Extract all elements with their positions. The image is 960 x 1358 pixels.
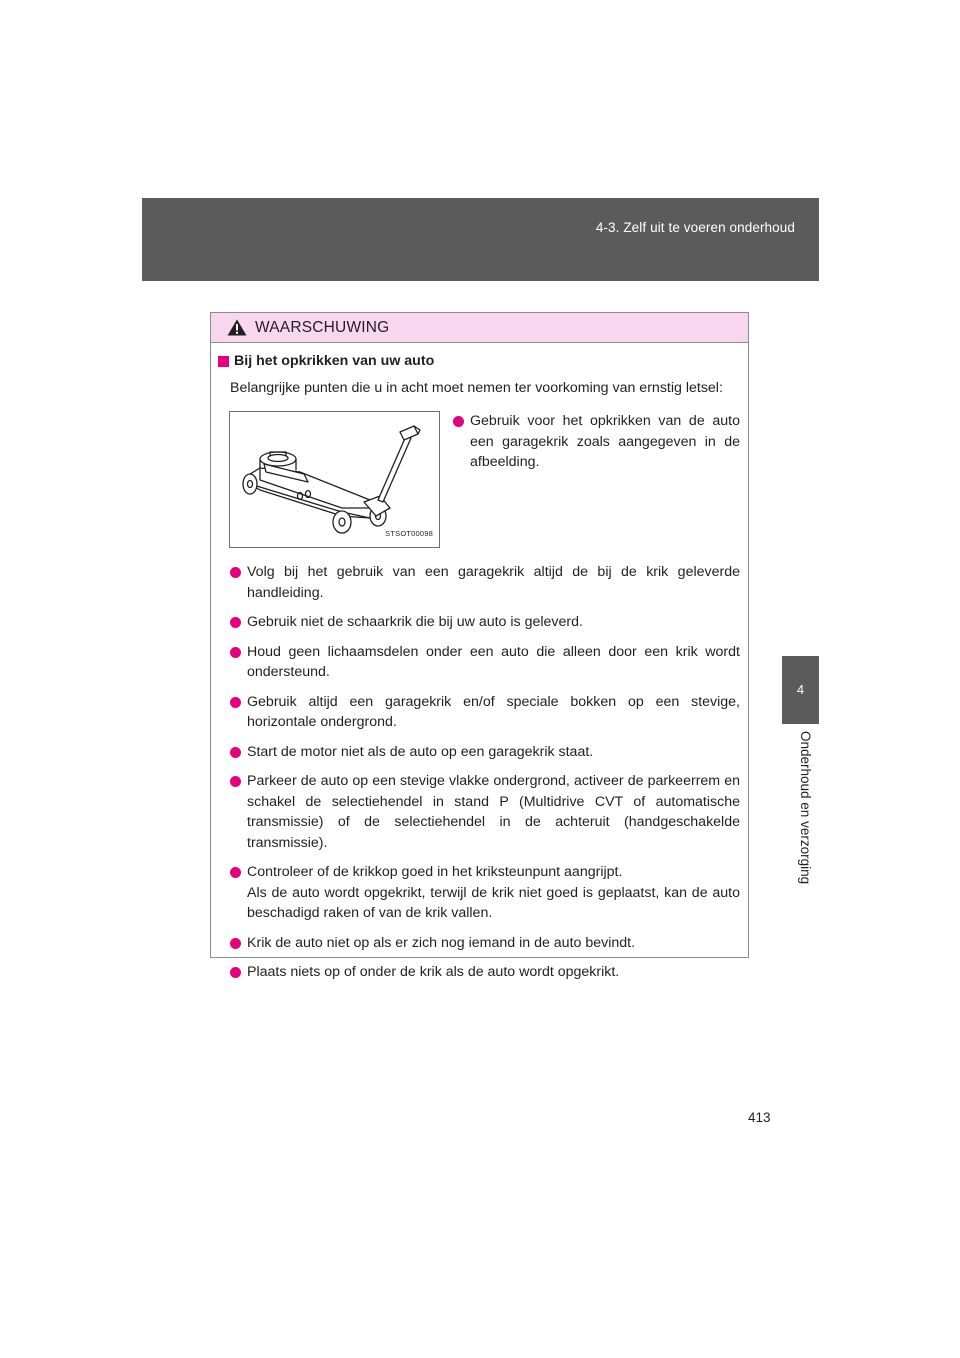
- warning-title: WAARSCHUWING: [255, 318, 390, 336]
- subhead-text: Bij het opkrikken van uw auto: [234, 353, 435, 369]
- bullet-list: [218, 562, 741, 983]
- figure-row: [218, 411, 741, 548]
- square-bullet-icon: [218, 356, 229, 367]
- bullet-text: Parkeer de auto op een stevige vlakke ondergrond, activeer de parkeerrem en schakel de selectiehendel in stand P (Multidrive CVT of automatische transmissie) of de selectiehendel in de achteruit (handgeschakelde transmissie).: [247, 773, 740, 851]
- bullet-text: Houd geen lichaamsdelen onder een auto die alleen door een krik wordt ondersteund.: [247, 643, 740, 680]
- bullet-text: Plaats niets op of onder de krik als de auto wordt opgekrikt.: [247, 964, 620, 980]
- warning-subhead: [218, 351, 741, 372]
- warning-triangle-icon: [227, 319, 247, 336]
- bullet-dot-icon: [230, 647, 241, 658]
- bullet-dot-icon: [230, 697, 241, 708]
- list-item: [230, 933, 740, 954]
- list-item: [230, 962, 740, 983]
- figure-bullet: [453, 411, 741, 548]
- bullet-text: Krik de auto niet op als er zich nog iemand in de auto bevindt.: [247, 934, 636, 951]
- section-title: 4-3. Zelf uit te voeren onderhoud: [595, 220, 795, 235]
- bullet-text: Gebruik altijd een garagekrik en/of speciale bokken op een stevige, horizontale ondergrond.: [247, 693, 740, 730]
- list-item: [230, 642, 740, 683]
- page-number: 413: [748, 1110, 771, 1125]
- list-item: [230, 612, 740, 633]
- bullet-dot-icon: [230, 867, 241, 878]
- bullet-dot-icon: [230, 776, 241, 787]
- bullet-text: Start de motor niet als de auto op een garagekrik staat.: [247, 743, 594, 760]
- bullet-text: Gebruik niet de schaarkrik die bij uw auto is geleverd.: [247, 614, 583, 630]
- intro-text: Belangrijke punten die u in acht moet nemen ter voorkoming van ernstig letsel:: [230, 379, 723, 396]
- bullet-dot-icon: [230, 938, 241, 949]
- chapter-title: Onderhoud en verzorging: [798, 731, 813, 885]
- floor-jack-illustration: [229, 411, 440, 548]
- bullet-text: Controleer of de krikkop goed in het kriksteunpunt aangrijpt. Als de auto wordt opgekrikt, terwijl de krik niet goed is geplaatst, kan de auto beschadigd raken of van de krik vallen.: [247, 864, 740, 921]
- bullet-text: Gebruik voor het opkrikken van de auto een garagekrik zoals aangegeven in de afbeelding.: [470, 413, 740, 470]
- bullet-dot-icon: [230, 747, 241, 758]
- list-item: [230, 692, 740, 733]
- warning-body: [211, 343, 748, 983]
- list-item: [230, 862, 740, 924]
- chapter-tab[interactable]: [782, 656, 819, 724]
- bullet-dot-icon: [230, 617, 241, 628]
- chapter-number: 4: [796, 682, 805, 697]
- list-item: [230, 742, 740, 763]
- figure-code: STSOT00098: [385, 528, 433, 538]
- bullet-dot-icon: [453, 416, 464, 427]
- warning-box: [210, 312, 749, 980]
- list-item: [230, 562, 740, 603]
- bullet-text: Volg bij het gebruik van een garagekrik altijd de bij de krik geleverde handleiding.: [247, 564, 740, 601]
- header-band: [142, 198, 819, 281]
- warning-header: [211, 313, 748, 343]
- list-item: [230, 771, 740, 853]
- bullet-dot-icon: [230, 967, 241, 978]
- bullet-dot-icon: [230, 567, 241, 578]
